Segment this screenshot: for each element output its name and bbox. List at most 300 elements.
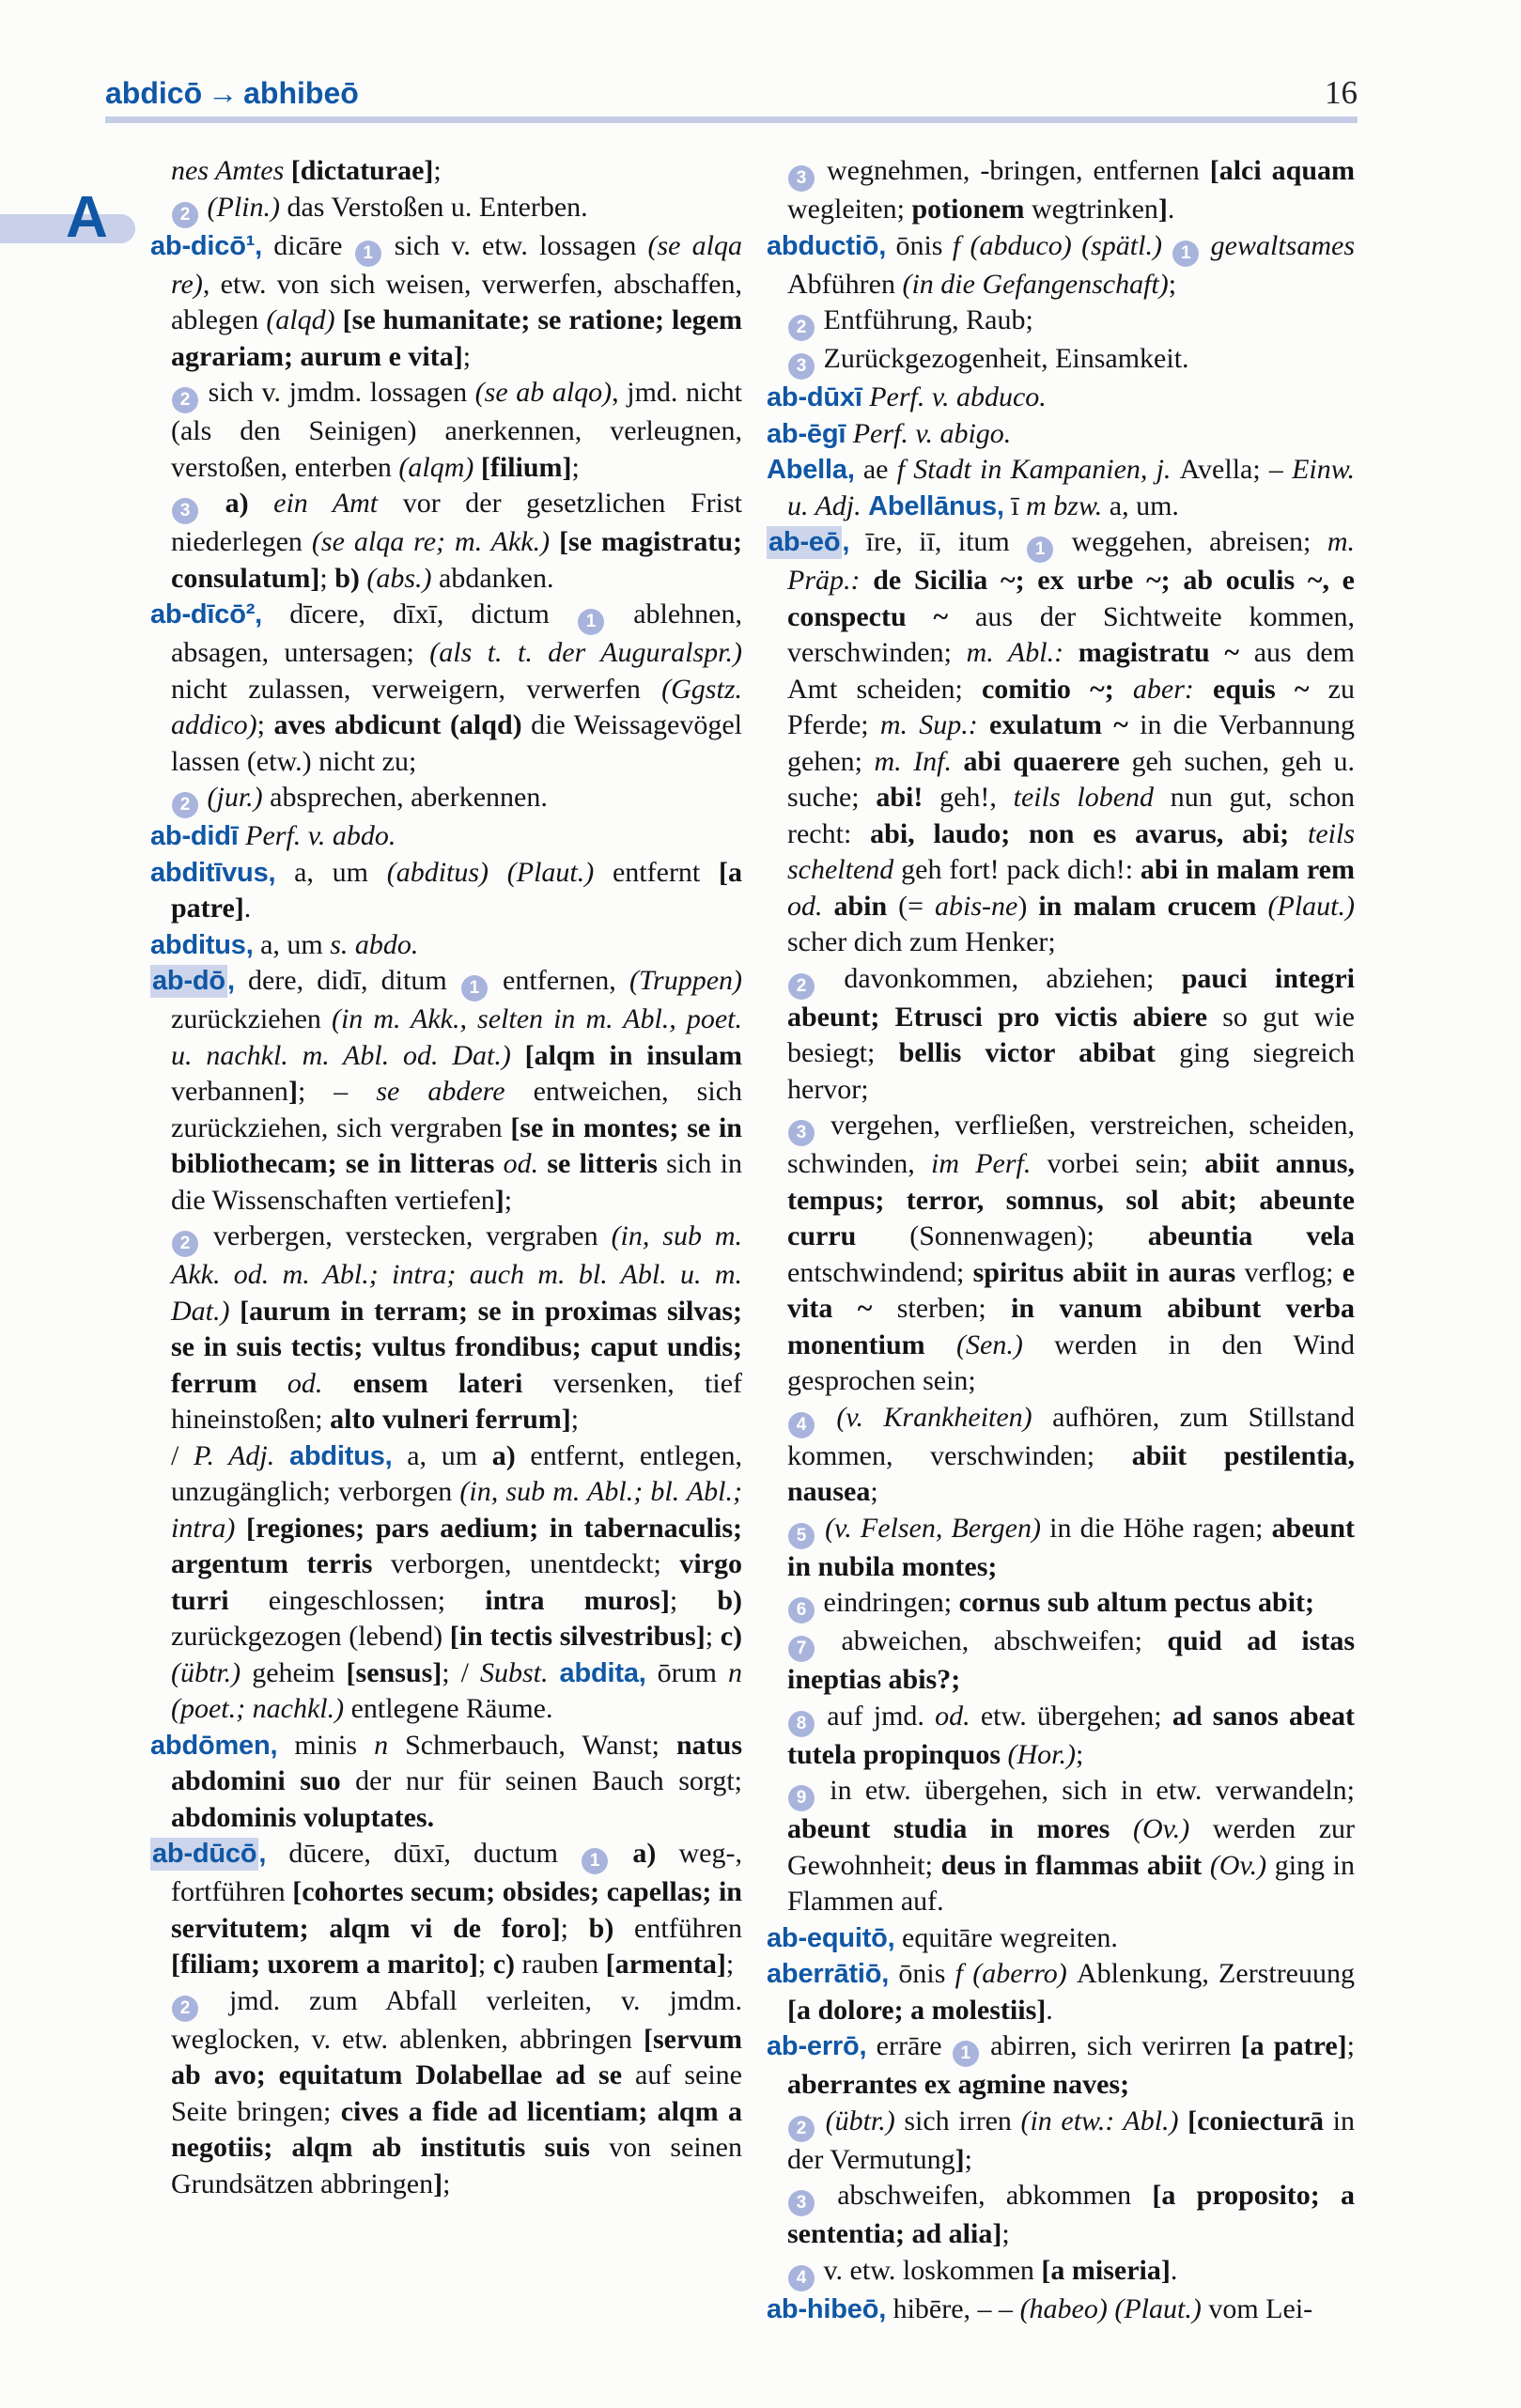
text-run: abi quaerere <box>963 745 1132 777</box>
text-run: absprechen, aberkennen. <box>270 782 548 813</box>
text-run: P. Adj. <box>194 1439 289 1471</box>
text-run: minis <box>277 1729 375 1761</box>
text-run: dicāre <box>262 229 354 261</box>
text-run: vor der gesetzlichen Frist niederlegen <box>171 488 742 557</box>
text-run: ; <box>256 709 274 740</box>
headword: , <box>842 527 850 557</box>
text-run: c) <box>720 1621 743 1652</box>
headword: , <box>226 966 235 996</box>
text-run: (übtr.) <box>171 1656 253 1688</box>
text-run: entschwindend; <box>787 1256 973 1288</box>
dictionary-entry <box>767 416 1355 453</box>
sense-paragraph <box>767 1108 1355 1400</box>
text-run: in der Vermutung <box>787 2105 1355 2175</box>
text-run: abiit annus, tempus; terror, somnus, sol abit; abeunte curru <box>787 1148 1355 1251</box>
text-run: bellis victor abibat <box>898 1037 1180 1068</box>
text-run: eindringen; <box>816 1587 959 1618</box>
right-column <box>767 153 1355 2327</box>
sense-paragraph <box>767 1585 1355 1623</box>
text-run: (Plaut.) <box>1267 890 1355 922</box>
sense-number-badge: 3 <box>788 353 815 380</box>
text-run: in malam crucem <box>1038 890 1268 922</box>
text-run: deus in flammas abiit <box>940 1849 1210 1881</box>
text-run: vergehen, verfließen, verstreichen, scheiden, schwinden, <box>787 1110 1355 1179</box>
sense-paragraph <box>150 780 742 818</box>
text-run: sich irren <box>904 2105 1021 2136</box>
sense-number-badge: 2 <box>172 202 198 228</box>
sense-paragraph <box>150 1219 742 1438</box>
text-run: a) <box>610 1838 679 1869</box>
text-run: (in, sub m. Abl.; bl. Abl.; intra) <box>171 1476 743 1544</box>
sense-number-badge: 3 <box>788 2190 815 2216</box>
text-run: (Plin.) <box>200 191 287 223</box>
sense-number-badge: 8 <box>788 1711 815 1737</box>
text-run: abi! <box>876 782 940 813</box>
text-run: a) <box>200 488 274 519</box>
text-run: (in m. Akk., selten in m. Abl., poet. u. nachkl. m. Abl. od. Dat.) <box>171 1003 742 1071</box>
text-run: cives a fide ad licentiam; alqm a negotiis; alqm ab institutis suis <box>171 2095 742 2163</box>
text-run: aberrantes ex agmine naves; <box>787 2069 1130 2100</box>
text-run: dīcere, dīxī, dictum <box>262 598 578 629</box>
text-run: ; <box>725 1949 735 1980</box>
text-run: (alqd) <box>266 304 343 335</box>
text-run: , etw. von sich weisen, verwerfen, abschaffen, ablegen <box>171 268 742 335</box>
text-run: (se alqa re) <box>171 229 742 300</box>
page-header <box>105 77 365 109</box>
headword: abditīvus, <box>150 857 276 888</box>
section-tab-letter: A <box>66 185 108 250</box>
dictionary-entry <box>150 927 742 964</box>
headword: ab-didī <box>150 821 239 851</box>
text-run: ; <box>477 1949 493 1980</box>
sense-number-badge: 3 <box>788 165 815 192</box>
text-run: ōnis <box>889 1958 955 1989</box>
headword-highlighted: ab-eō <box>768 527 841 557</box>
text-run: Perf. v. abdo. <box>245 820 396 851</box>
sense-number-badge: 2 <box>788 315 815 341</box>
text-run: [cohortes secum; obsides; capellas; in servitutem; alqm vi de foro] <box>171 1876 742 1944</box>
text-run: Schmerbauch, Wanst; <box>405 1729 676 1761</box>
text-run: alto vulneri ferrum] <box>330 1404 571 1435</box>
dictionary-entry <box>767 1956 1355 2028</box>
dictionary-entry <box>767 1920 1355 1957</box>
text-run: Ablenkung, Zerstreuung <box>1077 1958 1355 1989</box>
text-run: geheim <box>252 1656 347 1688</box>
sense-number-badge: 1 <box>578 609 604 635</box>
text-run: [a proposito; a sententia; ad alia] <box>787 2180 1356 2249</box>
text-run: od. <box>787 890 834 922</box>
text-run: weg-, fortführen <box>171 1838 742 1907</box>
text-run: [dictaturae] <box>290 155 434 186</box>
text-run: ; <box>1076 1738 1084 1770</box>
text-run: sich v. etw. lossagen <box>382 229 648 261</box>
text-run: [in tectis silvestribus] <box>449 1621 706 1652</box>
text-run: b) <box>588 1912 635 1944</box>
text-run: ōrum <box>645 1656 729 1688</box>
arrow-icon: → <box>208 76 239 110</box>
text-run: die Weissagevögel lassen (etw.) nicht zu; <box>171 709 742 777</box>
text-run: verbergen, verstecken, vergraben <box>200 1220 612 1251</box>
text-run: (abditus) (Plaut.) <box>386 856 613 888</box>
text-run: jmd. zum Abfall verleiten, v. jmdm. weglocken, v. etw. ablenken, abbringen <box>171 1984 742 2055</box>
page-number: 16 <box>1325 74 1358 111</box>
text-run: zu Pferde; <box>787 673 1355 740</box>
text-run: m. Inf. <box>874 745 964 777</box>
text-run: ; <box>571 451 580 483</box>
headword: abditus, <box>150 929 254 960</box>
text-run: (Hor.) <box>1007 1738 1077 1770</box>
text-run: ; <box>560 1912 589 1944</box>
text-run: ; <box>1001 2218 1010 2249</box>
header-range-to: abhibeō <box>243 76 359 110</box>
text-run: (se ab alqo) <box>474 377 613 408</box>
text-run: ) <box>1017 890 1039 922</box>
text-run: der nur für seinen Bauch sorgt; <box>355 1765 742 1796</box>
text-run: davonkommen, abziehen; <box>816 962 1182 994</box>
text-run: werden zur Gewohnheit; <box>787 1813 1355 1881</box>
sense-number-badge: 1 <box>953 2041 979 2067</box>
dictionary-entry <box>150 597 742 780</box>
text-run: ae <box>854 454 897 485</box>
text-run: aus dem Amt scheiden; <box>787 637 1355 705</box>
text-run: spiritus abiit in auras <box>972 1256 1245 1288</box>
text-run: equis ~ <box>1213 673 1328 705</box>
sense-paragraph <box>150 375 742 486</box>
text-run: [alqm in insulam <box>524 1039 742 1071</box>
header-range-from: abdicō <box>105 76 203 110</box>
text-run: im Perf. <box>931 1148 1048 1179</box>
text-run: aber: <box>1132 673 1214 705</box>
sense-number-badge: 1 <box>582 1848 608 1874</box>
text-run: abirren, sich verirren <box>980 2030 1241 2061</box>
sense-number-badge: 6 <box>788 1597 815 1623</box>
text-run: Perf. v. abigo. <box>852 417 1012 449</box>
text-run: od. <box>935 1700 981 1732</box>
sense-number-badge: 9 <box>788 1785 815 1811</box>
headword: ab-errō, <box>767 2031 867 2061</box>
text-run: [armenta] <box>605 1949 726 1980</box>
text-run: [aurum in terram; se in proximas silvas; se in suis tectis; vultus frondibus; caput undis; ferrum <box>171 1295 742 1399</box>
text-run: equitāre wegreiten. <box>894 1921 1118 1953</box>
text-run: eingeschlossen; <box>268 1584 486 1616</box>
dictionary-entry <box>767 524 1355 961</box>
text-run <box>846 418 853 449</box>
text-run: sterben; <box>896 1293 1012 1324</box>
text-run: ensem lateri <box>352 1367 553 1399</box>
text-run: m. Sup.: <box>879 709 990 740</box>
text-run: ] <box>433 2167 443 2199</box>
text-run: ; <box>1346 2030 1355 2061</box>
text-run: dere, didī, ditum <box>234 965 460 996</box>
headword-highlighted: ab-dūcō <box>152 1839 257 1869</box>
text-run: pauci integri abeunt; Etrusci pro victis abiere <box>787 962 1355 1033</box>
text-run: ; <box>964 2143 972 2175</box>
text-run: intra muros] <box>485 1584 670 1616</box>
text-run: [alci aquam <box>1209 155 1356 186</box>
text-run: abdanken. <box>439 562 554 594</box>
text-run: abiit pestilentia, nausea <box>787 1439 1355 1507</box>
text-run: teils lobend <box>1013 782 1171 813</box>
text-run: auf jmd. <box>816 1700 936 1732</box>
text-run: Einw. u. Adj. <box>787 454 1356 521</box>
sense-paragraph <box>150 190 742 228</box>
text-run: abin <box>833 890 899 922</box>
text-run: m bzw. <box>1026 489 1110 521</box>
text-run: entweichen, sich zurückziehen, sich vergraben <box>171 1076 743 1143</box>
sense-paragraph <box>767 1623 1355 1699</box>
text-run: (v. Felsen, Bergen) <box>816 1512 1050 1544</box>
text-run: dūcere, dūxī, ductum <box>266 1838 582 1869</box>
text-run: geh!, <box>939 782 1014 813</box>
text-run: weggehen, abreisen; <box>1055 526 1327 557</box>
text-run: b) <box>334 562 367 594</box>
dictionary-entry <box>767 2028 1355 2104</box>
text-run: versenken, tief hineinstoßen; <box>171 1367 742 1435</box>
text-run: [se in montes; se in bibliothecam; se in litteras <box>171 1111 742 1179</box>
text-run: comitio ~; <box>981 673 1133 705</box>
text-run: teils scheltend <box>787 817 1355 885</box>
text-run: entführen <box>634 1912 742 1944</box>
text-run: nun gut, schon recht: <box>787 782 1356 849</box>
sense-paragraph <box>767 2178 1355 2253</box>
sense-number-badge: 4 <box>788 2265 815 2291</box>
sense-number-badge: 3 <box>172 498 198 524</box>
text-run: abdominis voluptates. <box>171 1801 435 1833</box>
text-run: wegtrinken <box>1031 194 1158 225</box>
text-run: (alqm) <box>398 451 481 483</box>
text-run: n <box>374 1729 406 1761</box>
dictionary-entry <box>767 228 1355 303</box>
text-run: entfernt, entlegen, unzugänglich; verborgen <box>171 1439 742 1507</box>
text-run: abschweifen, abkommen <box>816 2180 1153 2211</box>
text-run: [regiones; pars aedium; in tabernaculis; argentum terris <box>171 1512 742 1579</box>
text-run: (se alqa re; m. Akk.) <box>311 526 560 557</box>
text-run: e vita ~ <box>787 1256 1356 1324</box>
text-run: f Stadt in Kampanien, j. <box>896 454 1180 485</box>
text-run: ; <box>442 2167 451 2199</box>
text-run: ] <box>287 1076 298 1107</box>
text-run: [a patre] <box>171 856 742 924</box>
text-run: c) <box>492 1949 522 1980</box>
text-run: ; / <box>442 1656 480 1688</box>
text-run: wegleiten; <box>787 194 912 225</box>
text-run: geh suchen, geh u. suche; <box>787 745 1355 813</box>
text-run: entlegene Räume. <box>350 1693 553 1724</box>
sense-paragraph <box>767 153 1355 228</box>
text-run: entfernt <box>612 856 719 888</box>
text-run: [a dolore; a molestiis] <box>787 1994 1047 2026</box>
sense-paragraph <box>150 1438 742 1728</box>
text-run: . <box>1167 194 1175 225</box>
left-column <box>150 153 742 2202</box>
text-run: ; <box>504 1184 513 1216</box>
text-run: nicht zulassen, verweigern, verwerfen <box>171 673 662 705</box>
sense-number-badge: 2 <box>172 1231 198 1257</box>
text-run: aufhören, zum Stillstand kommen, verschwinden; <box>787 1401 1355 1471</box>
text-run: (Ggstz. addico) <box>171 673 742 740</box>
headword: ab-ēgī <box>767 418 846 449</box>
text-run: ; <box>705 1621 721 1652</box>
text-run: [se humanitate; se ratione; legem agrariam; aurum e vita] <box>171 304 742 372</box>
text-run: ī <box>1003 489 1027 521</box>
text-run: ] <box>494 1184 504 1216</box>
text-run: magistratu ~ <box>1078 637 1254 668</box>
text-run: auf seine Seite bringen; <box>171 2059 742 2127</box>
dictionary-entry <box>150 228 742 376</box>
text-run: Avella; – <box>1179 454 1293 485</box>
text-run: (in die Gefangenschaft) <box>902 268 1169 300</box>
dictionary-entry <box>150 963 742 1219</box>
headword: ab-dīcō², <box>150 599 263 629</box>
text-run: (als t. t. der Auguralspr.) <box>429 637 742 668</box>
text-run: zurückziehen <box>171 1003 332 1034</box>
text-run: ablehnen, absagen, untersagen; <box>171 598 742 668</box>
dictionary-entry <box>767 2291 1355 2328</box>
sense-number-badge: 4 <box>788 1412 815 1438</box>
header-rule <box>105 117 1358 123</box>
text-run: scher dich zum Henker; <box>787 926 1056 957</box>
text-run: ging in Flammen auf. <box>787 1849 1356 1917</box>
text-run: n (poet.; nachkl.) <box>171 1656 743 1724</box>
text-run: nes Amtes <box>171 155 291 186</box>
sense-paragraph <box>150 486 742 597</box>
text-run: geh fort! pack dich!: <box>901 854 1141 885</box>
text-run: f (abduco) (spätl.) <box>952 229 1172 261</box>
text-run: verborgen, unentdeckt; <box>390 1548 680 1579</box>
headword: , <box>258 1839 267 1869</box>
text-run: . <box>1046 1994 1053 2026</box>
text-run: gewaltsames <box>1201 229 1356 261</box>
headword: aberrātiō, <box>767 1959 890 1989</box>
text-run: verbannen <box>171 1076 288 1107</box>
text-run: ; <box>462 340 472 372</box>
headword: abditus, <box>288 1440 393 1471</box>
text-run: abeuntia vela <box>1147 1220 1355 1251</box>
sense-paragraph <box>767 1511 1355 1586</box>
sense-number-badge: 1 <box>1027 536 1053 563</box>
text-run: . <box>243 893 252 924</box>
text-run: od. <box>287 1367 353 1399</box>
text-run: abweichen, abschweifen; <box>816 1625 1168 1656</box>
text-run: (abs.) <box>366 562 440 594</box>
text-run: (Truppen) <box>629 965 743 996</box>
text-run: ; <box>319 562 335 594</box>
text-run: a, um <box>253 928 331 960</box>
text-run: potionem <box>911 194 1032 225</box>
text-run: abi in malam rem <box>1140 854 1355 885</box>
text-run: od. <box>503 1148 548 1179</box>
text-run: . <box>1170 2254 1178 2286</box>
text-run: [filium] <box>480 451 572 483</box>
sense-number-badge: 1 <box>355 241 381 267</box>
text-run: ; <box>570 1404 580 1435</box>
text-run: se litteris <box>547 1148 667 1179</box>
text-run: [coniecturā <box>1187 2105 1333 2136</box>
headword: ab-hibeō, <box>767 2293 887 2324</box>
text-run: quid ad istas ineptias abis?; <box>787 1625 1355 1695</box>
headword: abductiō, <box>767 230 887 261</box>
headword-highlighted: ab-dō <box>152 966 225 996</box>
text-run: ad sanos abeat tutela propinquos <box>787 1700 1355 1770</box>
text-run: (in, sub m. Akk. od. m. Abl.; intra; auch m. bl. Abl. u. m. Dat.) <box>171 1220 742 1327</box>
text-run: a, um <box>275 856 387 888</box>
text-run: v. etw. loskommen <box>816 2254 1042 2286</box>
text-run: ōnis <box>886 229 953 261</box>
text-run: Abführen <box>787 268 903 300</box>
headword: Abellānus, <box>868 490 1004 521</box>
text-run: ; <box>870 1476 878 1507</box>
text-run: das Verstoßen u. Enterben. <box>287 191 588 223</box>
text-run: in etw. übergehen, sich in etw. verwandeln; <box>816 1775 1355 1806</box>
text-run: ein Amt <box>273 488 403 519</box>
text-run: (= <box>898 890 936 922</box>
text-run: errāre <box>866 2030 952 2061</box>
dictionary-entry <box>150 1836 742 1983</box>
text-run: (Ov.) <box>1209 1849 1275 1881</box>
text-run: m. Präp.: <box>787 526 1355 596</box>
text-run: ging siegreich hervor; <box>787 1037 1356 1105</box>
text-run: von seinen Grundsätzen abbringen <box>171 2132 742 2199</box>
text-run: so gut wie besiegt; <box>787 1001 1355 1068</box>
text-run: exulatum ~ <box>989 709 1141 740</box>
headword: ab-dicō¹, <box>150 230 263 261</box>
text-run: , jmd. nicht (als den Seinigen) anerkennen, verleugnen, verstoßen, enterben <box>171 377 743 483</box>
text-run: ; – <box>297 1076 377 1107</box>
sense-number-badge: 2 <box>172 387 198 413</box>
sense-paragraph <box>767 1773 1355 1920</box>
text-run: abeunt studia in mores <box>787 1813 1133 1844</box>
text-run: ; <box>1168 268 1177 300</box>
headword: ab-dūxī <box>767 382 862 412</box>
text-run: a, um. <box>1109 489 1179 521</box>
text-run: rauben <box>521 1949 606 1980</box>
text-run: in die Höhe ragen; <box>1049 1512 1272 1544</box>
sense-paragraph <box>150 153 742 190</box>
headword: abdita, <box>559 1657 646 1688</box>
text-run: (v. Krankheiten) <box>816 1401 1053 1433</box>
text-run: [se magistratu; consulatum] <box>171 526 742 594</box>
sense-paragraph <box>767 1699 1355 1774</box>
text-run: aus der Sichtweite kommen, verschwinden; <box>787 600 1356 668</box>
text-run: verflog; <box>1244 1256 1343 1288</box>
sense-paragraph <box>767 2253 1355 2291</box>
text-run: virgo turri <box>171 1548 742 1616</box>
sense-paragraph <box>767 2104 1355 2179</box>
text-run: entfernen, <box>489 965 630 996</box>
text-run: īre, iī, itum <box>849 526 1027 557</box>
text-run: aves abdicunt (alqd) <box>273 709 532 740</box>
sense-number-badge: 2 <box>172 1996 198 2022</box>
text-run: s. abdo. <box>330 928 419 960</box>
text-run: (in etw.: Abl.) <box>1020 2105 1188 2136</box>
dictionary-entry <box>150 818 742 855</box>
text-run: Perf. v. abduco. <box>869 381 1047 412</box>
text-run: m. Abl.: <box>966 637 1079 668</box>
text-run: [sensus] <box>346 1656 442 1688</box>
text-run: ; <box>433 155 442 186</box>
text-run: se abdere <box>376 1076 534 1107</box>
sense-number-badge: 2 <box>172 792 198 818</box>
text-run: zurückgezogen (lebend) <box>171 1621 450 1652</box>
text-run: a) <box>491 1439 531 1471</box>
text-run: b) <box>717 1584 742 1616</box>
dictionary-entry <box>150 855 742 927</box>
text-run: (habeo) (Plaut.) <box>1019 2292 1209 2324</box>
sense-number-badge: 1 <box>461 975 488 1002</box>
text-run: abis-ne <box>935 890 1018 922</box>
text-run: abeunt in nubila montes; <box>787 1512 1355 1582</box>
text-run: / <box>171 1439 194 1471</box>
